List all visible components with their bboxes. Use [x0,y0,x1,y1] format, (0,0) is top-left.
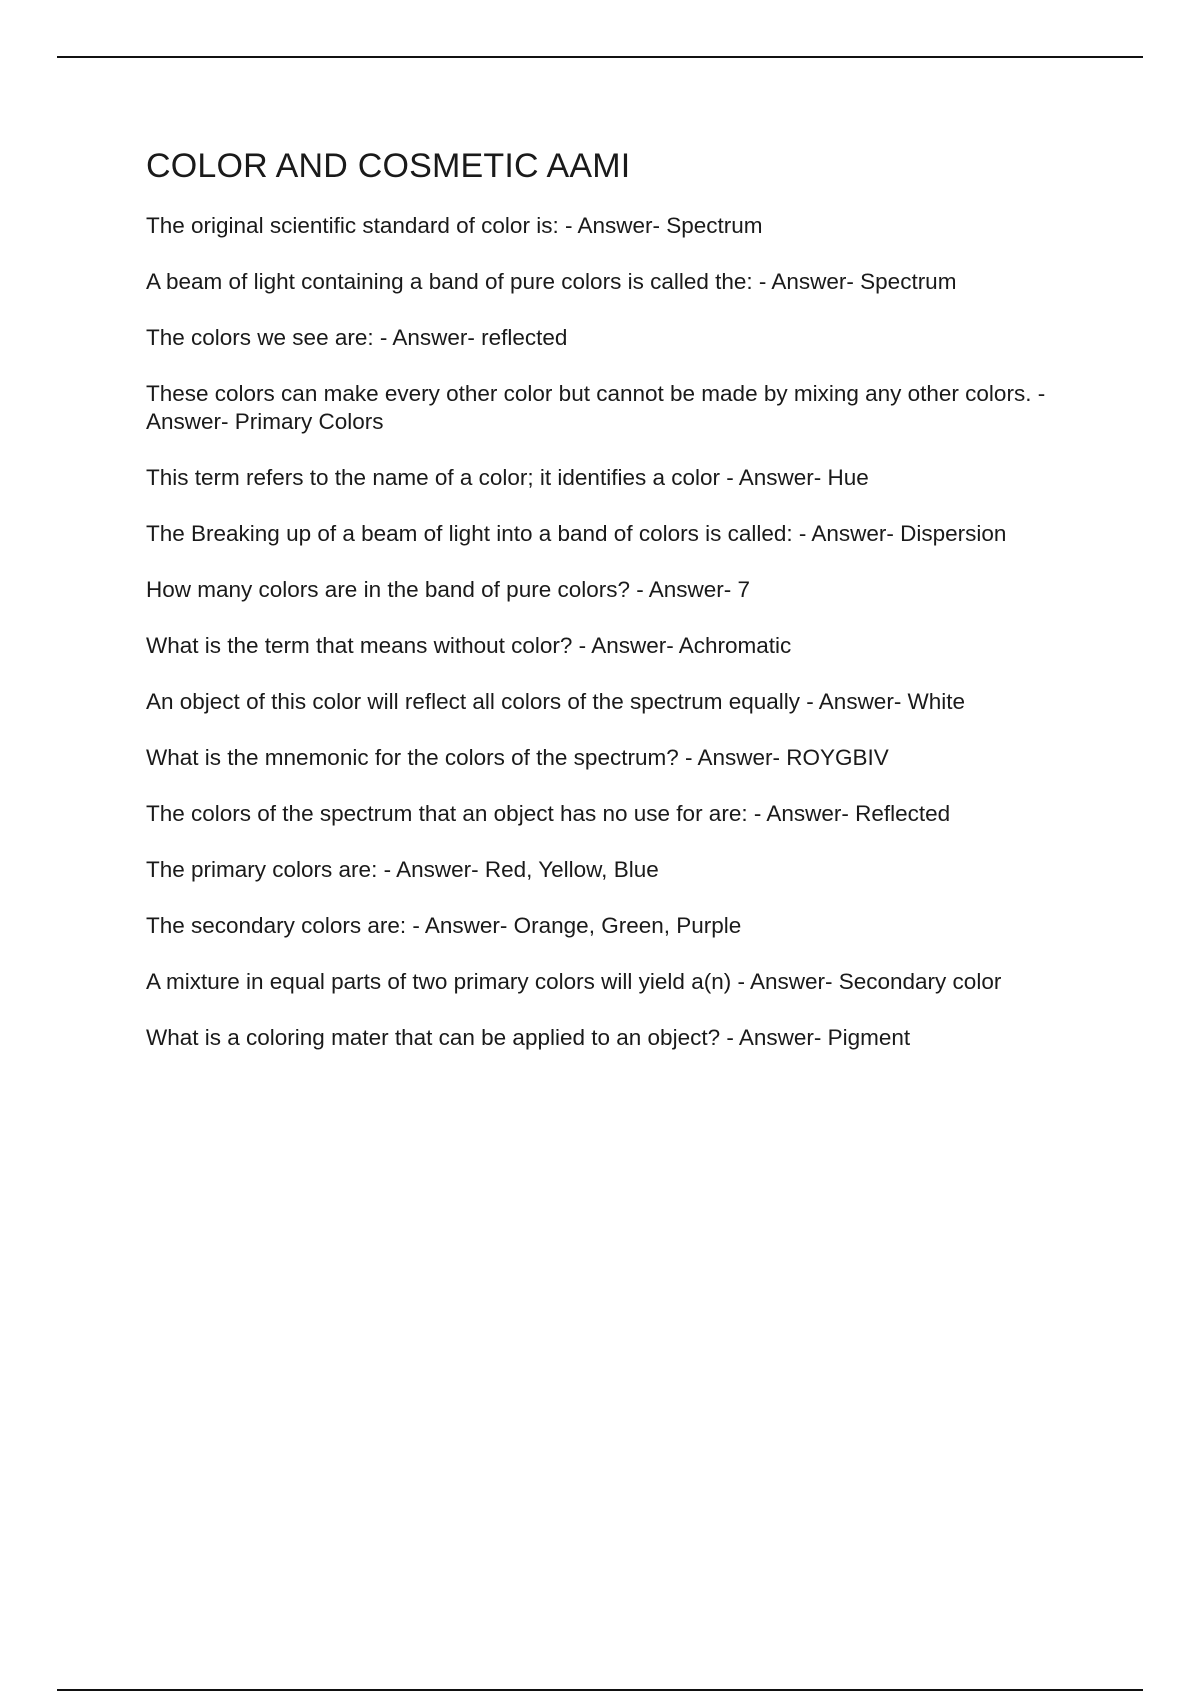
qa-item: The colors of the spectrum that an object has no use for are: - Answer- Reflected [146,801,951,826]
qa-item: How many colors are in the band of pure colors? - Answer- 7 [146,577,751,602]
qa-item: A beam of light containing a band of pure colors is called the: - Answer- Spectrum [146,269,957,294]
qa-item: An object of this color will reflect all colors of the spectrum equally - Answer- White [146,689,966,714]
qa-item: The primary colors are: - Answer- Red, Yellow, Blue [146,857,659,882]
qa-list [146,212,1096,1052]
qa-item: This term refers to the name of a color; it identifies a color - Answer- Hue [146,465,869,490]
document-body [146,142,1096,1080]
qa-item: A mixture in equal parts of two primary colors will yield a(n) - Answer- Secondary color [146,969,1002,994]
qa-item: The original scientific standard of color is: - Answer- Spectrum [146,213,763,238]
qa-item: What is the term that means without color? - Answer- Achromatic [146,633,792,658]
qa-item: What is a coloring mater that can be applied to an object? - Answer- Pigment [146,1025,911,1050]
qa-item: The colors we see are: - Answer- reflected [146,325,568,350]
header-rule [57,56,1143,58]
document-title: COLOR AND COSMETIC AAMI [146,147,631,185]
qa-item: These colors can make every other color but cannot be made by mixing any other colors. - Answer- Primary Colors [146,381,1046,434]
qa-item: The Breaking up of a beam of light into a band of colors is called: - Answer- Dispersion [146,521,1007,546]
footer-rule [57,1689,1143,1691]
qa-item: The secondary colors are: - Answer- Orange, Green, Purple [146,913,742,938]
qa-item: What is the mnemonic for the colors of the spectrum? - Answer- ROYGBIV [146,745,889,770]
